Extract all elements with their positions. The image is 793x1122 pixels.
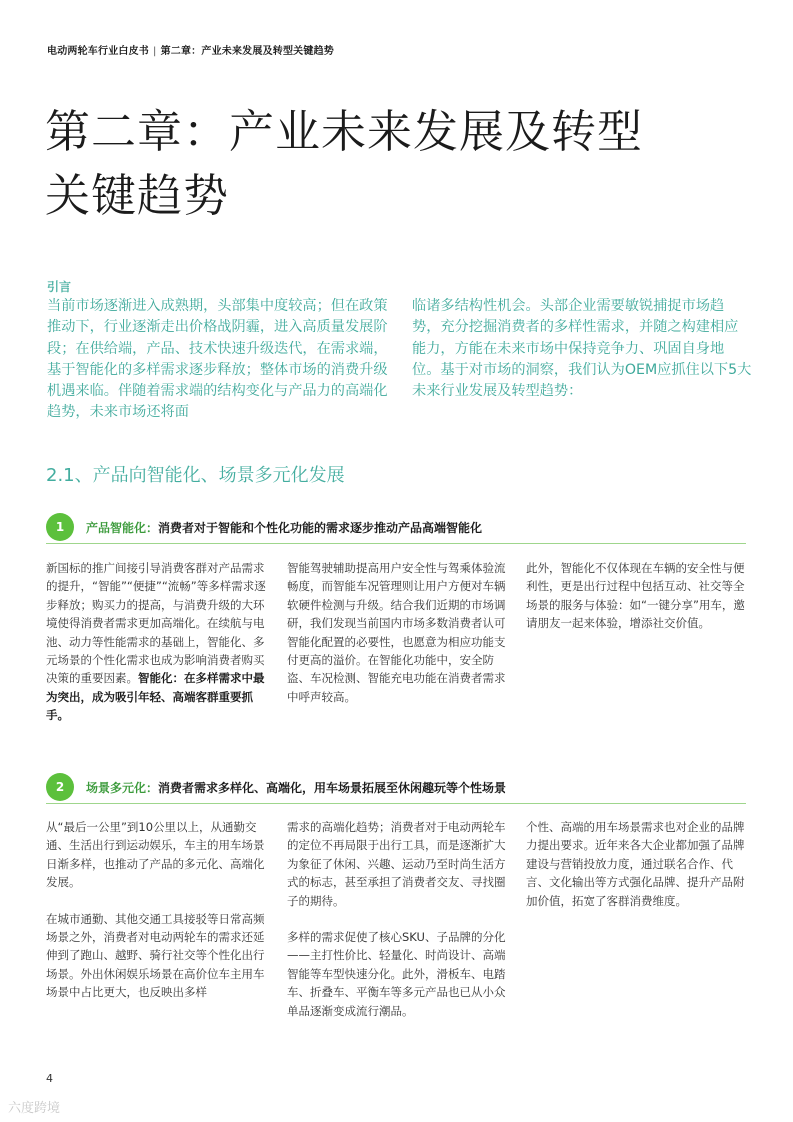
chapter-title — [45, 100, 725, 228]
trend-1-col3-text: 此外，智能化不仅体现在车辆的安全性与便利性，更是出行过程中包括互动、社交等全场景的服务与体验：如“一键分享”用车，邀请朋友一起来体验，增添社交价值。 — [526, 561, 745, 631]
trend-2-col2-p1: 需求的高端化趋势；消费者对于电动两轮车的定位不再局限于出行工具，而是逐渐扩大为象征了休闲、兴趣、运动乃至时尚生活方式的标志，甚至承担了消费者交友、寻找圈子的期待。 — [287, 820, 506, 908]
intro-paragraph-left: 当前市场逐渐进入成熟期，头部集中度较高；但在政策推动下，行业逐渐走出价格战阴霾，进入高质量发展阶段；在供给端，产品、技术快速升级迭代，在需求端，基于智能化的多样需求逐步释放；整体市场的消费升级机遇来临。伴随着需求端的结构变化与产品力的高端化趋势，未来市场还将面 — [47, 298, 388, 421]
trend-2-col3-text: 个性、高端的用车场景需求也对企业的品牌力提出要求。近年来各大企业都加强了品牌建设与营销投放力度，通过联名合作、代言、文化输出等方式强化品牌、提升产品附加价值，拓宽了客群消费维度。 — [526, 820, 745, 908]
intro-paragraph-right: 临诸多结构性机会。头部企业需要敏锐捕捉市场趋势，充分挖掘消费者的多样性需求，并随之构建相应能力，方能在未来市场中保持竞争力、巩固自身地位。基于对市场的洞察，我们认为OEM应抓住以下5大未来行业发展及转型趋势： — [412, 298, 752, 400]
trend-1-col1-bold: 智能化：在多样需求中最为突出，成为吸引年轻、高端客群重要抓手。 — [46, 671, 265, 723]
header-separator: | — [153, 46, 157, 57]
trend-1-divider — [46, 543, 746, 544]
trend-2-column-1 — [46, 818, 268, 1002]
trend-1-label-rest: 消费者对于智能和个性化功能的需求逐步推动产品高端智能化 — [158, 521, 483, 535]
trend-1-col1-text: 新国标的推广间接引导消费客群对产品需求的提升，“智能”“便捷”“流畅”等多样需求逐步释放；购买力的提高，与消费升级的大环境使得消费者需求更加高端化。在续航与电池、动力等性能需求的基础上，智能化、多元场景的个性化需求也成为影响消费者购买决策的重要因素。 — [46, 561, 266, 686]
page-number: 4 — [46, 1072, 53, 1085]
trend-2-col2-p2: 多样的需求促使了核心SKU、子品牌的分化——主打性价比、轻量化、时尚设计、高端智能等车型快速分化。此外，滑板车、电踏车、折叠车、平衡车等多元产品也已从小众单品逐渐变成流行潮品。 — [287, 930, 506, 1018]
trend-2-label-rest: 消费者需求多样化、高端化，用车场景拓展至休闲趣玩等个性场景 — [158, 781, 507, 795]
intro-label: 引言 — [47, 280, 72, 294]
section-heading: 2.1、产品向智能化、场景多元化发展 — [46, 465, 345, 486]
chapter-title-line1: 第二章：产业未来发展及转型 — [45, 105, 644, 158]
trend-1-column-3 — [526, 559, 748, 633]
trend-2-number-badge: 2 — [46, 773, 74, 801]
trend-2-col1-p1: 从“最后一公里”到10公里以上，从通勤交通、生活出行到运动娱乐，车主的用车场景日渐多样，也推动了产品的多元化、高端化发展。 — [46, 820, 265, 890]
trend-2-column-2 — [287, 818, 509, 1020]
header-chapter-ref: 第二章：产业未来发展及转型关键趋势 — [160, 46, 334, 57]
watermark: 六度跨境 — [8, 1101, 61, 1116]
trend-2-col1-p2: 在城市通勤、其他交通工具接驳等日常高频场景之外，消费者对电动两轮车的需求还延伸到了跑山、越野、骑行社交等个性化出行场景。外出休闲娱乐场景在高价位车主用车场景中占比更大，也反映出多样 — [46, 911, 265, 1000]
trend-2-label — [86, 779, 506, 796]
trend-2-column-3 — [526, 818, 748, 910]
trend-1-label-accent: 产品智能化： — [86, 521, 159, 535]
trend-1-number-badge: 1 — [46, 513, 74, 541]
trend-2-label-accent: 场景多元化： — [86, 781, 159, 795]
trend-1-column-1 — [46, 559, 268, 725]
trend-2-divider — [46, 803, 746, 804]
running-header — [47, 42, 334, 57]
chapter-title-line2: 关键趋势 — [45, 169, 230, 222]
trend-1-column-2 — [287, 559, 509, 706]
trend-1-label — [86, 519, 482, 536]
trend-1-col2-text: 智能驾驶辅助提高用户安全性与驾乘体验流畅度，而智能车况管理则让用户方便对车辆软硬件检测与升级。结合我们近期的市场调研，我们发现当前国内市场多数消费者认可智能化配置的必要性，也愿意为相应功能支付更高的溢价。在智能化功能中，安全防盗、车况检测、智能充电功能在消费者需求中呼声较高。 — [287, 561, 506, 704]
header-doc-title: 电动两轮车行业白皮书 — [47, 46, 149, 57]
